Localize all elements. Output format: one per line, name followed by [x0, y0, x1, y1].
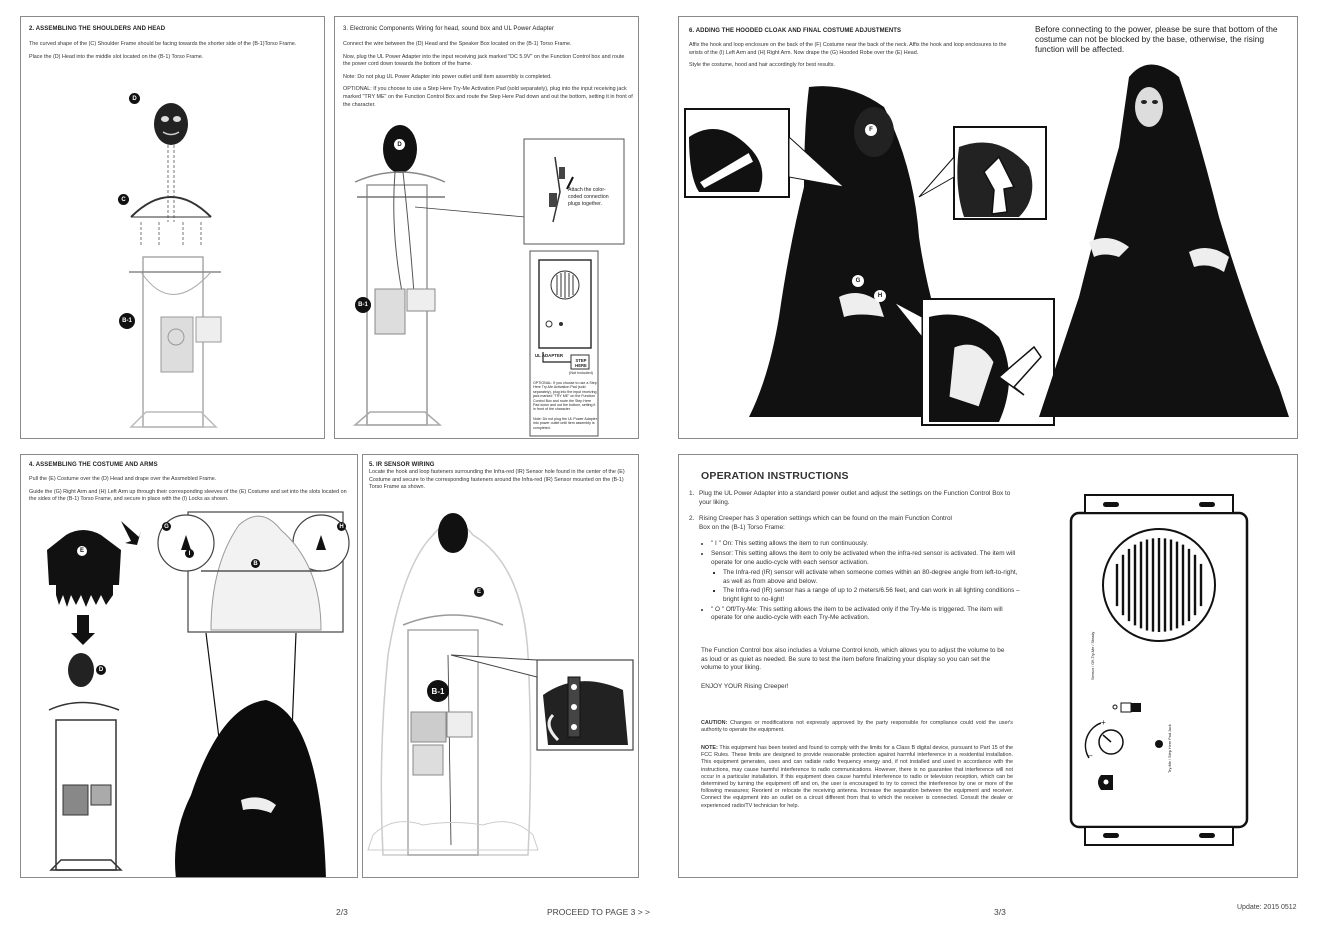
panel-operation-instructions	[678, 454, 1298, 878]
page-number-left: 2/3	[336, 907, 348, 917]
instruction-line: OPTIONAL: If you choose to use a Step Here Try-Me Activation Pad (sold separately), plug into the input receiving jack marked "TRY ME" on the Function Control Box and route the Step Here Pad down and out the bottom, setting it in front of the character.	[343, 86, 633, 108]
knob-minus: –	[1088, 751, 1093, 760]
volume-text: The Function Control box also includes a Volume Control knob, which allows you to adjust the volume to be as loud or as quiet as needed. Be sure to test the item before finalizing your display so you can set the volume to your liking.	[701, 647, 1005, 672]
operation-title: OPERATION INSTRUCTIONS	[701, 470, 849, 482]
part-label-g: G	[162, 522, 171, 531]
part-label-b1: B-1	[119, 313, 135, 329]
connect-plugs-callout: Attach the color-coded connection plugs together.	[568, 187, 609, 207]
panel-ir-sensor-wiring	[362, 454, 639, 878]
instruction-line: Place the (D) Head into the middle slot located on the (B-1) Torso Frame.	[29, 53, 204, 60]
step-2-text-b: Box on the (B-1) Torso Frame:	[699, 523, 785, 531]
setting-off-try-me: • " O " Off/Try-Me: This setting allows the item to be activated only if the Try-Me is triggered. The item will operate for one audio-cycle with each Try-Me activation.	[711, 606, 1021, 623]
part-label-b1: B-1	[355, 297, 371, 313]
step-1: 1. Plug the UL Power Adapter into a standard power outlet and adjust the settings on the Function Control Box to your liking.	[689, 490, 1021, 507]
instruction-line: Locate the hook and loop fasteners surrounding the Infra-red (IR) Sensor hole found in the center of the (E) Costume and secure to the corresponding fasteners around the Infra-red (IR) Sensor mounted on the (B-1) Torso Frame as shown.	[369, 469, 625, 491]
wiring-diagram	[335, 17, 639, 439]
part-label-e: E	[474, 587, 484, 597]
instruction-line: Note: Do not plug UL Power Adapter into power outlet until item assembly is completed.	[343, 73, 552, 80]
step-2: 2. Rising Creeper has 3 operation settings which can be found on the main Function Control Box on the (B-1) Torso Frame: • " I " On: This setting allows the item to run continuously. • Sensor: This setting allows the item to only be activated when the infra-red sensor is activated. The item will operate for one audio-cycle with each sensor activation. ▪ The Infra-red (IR) sensor will activate when someone comes within an 80-degree angle from left-to-right, as well as from above and below. ▪ The Infra-red (IR) sensor has a range of up to 2 meters/6.56 feet, and can work in all lighting conditions – bright light to no-light! • " O " Off/Try-Me: This setting allows the item to be activated only if the Try-Me is triggered. The item will operate for one audio-cycle with each Try-Me activation.	[689, 515, 1021, 624]
panel-electronic-wiring	[334, 16, 639, 439]
part-label-i: I	[185, 549, 194, 558]
fcc-note-text: NOTE: This equipment has been tested and found to comply with the limits for a Class B digital device, pursuant to Part 15 of the FCC Rules. These limits are designed to provide reasonable protection against harmful interference in a residential installation. This equipment generates, uses and can radiate radio frequency energy and, if not installed and used in accordance with the instructions, may cause harmful interference to radio communications. However, there is no guarantee that interference will not occur in a particular installation. If this equipment does cause harmful interference to radio or television reception, which can be determined by turning the equipment off and on, the user is encouraged to try to correct the interference by one or more of the following measures; Reorient or relocate the receiving antenna. Increase the separation between the equipment and receiver. Connect the equipment into an outlet on a circuit different from that to which the receiver is connected. Consult the dealer or experienced radio/TV technician for help.	[701, 745, 1013, 809]
part-label-b1: B-1	[427, 680, 449, 702]
part-label-e: E	[77, 546, 87, 556]
ir-sensor-diagram	[363, 455, 639, 878]
small-note: Note: Do not plug the UL Power Adapter into power outlet until item assembly is completed.	[533, 417, 597, 430]
part-label-h: H	[874, 290, 886, 302]
sensor-angle: ▪ The Infra-red (IR) sensor will activate when someone comes within an 80-degree angle from left-to-right, as well as from above and below.	[723, 569, 1021, 586]
instruction-line: Connect the wire between the (D) Head and the Speaker Box located on the (B-1) Torso Frame.	[343, 41, 572, 47]
panel-title: 6. ADDING THE HOODED CLOAK AND FINAL COSTUME ADJUSTMENTS	[689, 28, 902, 34]
part-label-d: D	[129, 93, 140, 104]
caution-label: CAUTION:	[701, 720, 728, 726]
setting-sensor: • Sensor: This setting allows the item to only be activated when the infra-red sensor is activated. The item will operate for one audio-cycle with each sensor activation. ▪ The Infra-red (IR) sensor will activate when someone comes within an 80-degree angle from left-to-right, as well as from above and below. ▪ The Infra-red (IR) sensor has a range of up to 2 meters/6.56 feet, and can work in all lighting conditions – bright light to no-light!	[711, 550, 1021, 605]
costume-arms-diagram	[21, 455, 358, 878]
panel-costume-arms	[20, 454, 358, 878]
instruction-line: The curved shape of the (C) Shoulder Frame should be facing towards the shorter side of the (B-1)Torso Frame.	[29, 41, 297, 47]
page-number-right: 3/3	[994, 907, 1006, 917]
adapter-label: UL ADAPTER	[535, 353, 564, 358]
caution-text: CAUTION: Changes or modifications not expressly approved by the party responsible for compliance could void the user's authority to operate the equipment.	[701, 720, 1013, 734]
switch-label: Sensor / Off-Try-Me / Steady	[1091, 631, 1095, 680]
part-label-g: G	[852, 275, 864, 287]
function-control-box-diagram	[679, 455, 1298, 878]
enjoy-text: ENJOY YOUR Rising Creeper!	[701, 683, 789, 690]
instruction-line: Pull the (E) Costume over the (D) Head and drape over the Assmebled Frame.	[29, 476, 217, 482]
instruction-line: Affix the hook and loop enclosure on the back of the (F) Costume near the back of the neck. Affix the hook and loop enclosures to the wrists of the (I) Left Arm and (H) Right Arm. Now drape the (G) Hooded Robe over the (E) Head.	[689, 42, 1007, 56]
step-here-label: STEP HERE	[575, 358, 587, 368]
panel-title: 5. IR SENSOR WIRING	[369, 462, 435, 468]
optional-note: OPTIONAL: If you choose to use a Step Here Try-Me Activation Pad (sold separately), plug into the input receiving jack marked "TRY ME" on the Function Control Box and route the Step Here Pad down and out the bottom, setting it in front of the character.	[533, 381, 597, 412]
note-label: NOTE:	[701, 745, 718, 751]
part-label-c: C	[118, 194, 129, 205]
knob-plus: +	[1101, 718, 1106, 727]
part-label-d: D	[96, 665, 106, 675]
part-label-b: B	[251, 559, 260, 568]
update-date: Update: 2015 0512	[1237, 904, 1297, 911]
cloak-illustration	[679, 17, 1298, 439]
part-label-h: H	[337, 522, 346, 531]
instruction-line: Guide the (G) Right Arm and (H) Left Arm up through their corresponding sleeves of the (E) Costume and set into the slots located on the sides of the (B-1) Torso Frame, and secure in place with the (I) Locks as shown.	[29, 488, 347, 503]
panel-title: 4. ASSEMBLING THE COSTUME AND ARMS	[29, 462, 158, 468]
sensor-range: ▪ The Infra-red (IR) sensor has a range of up to 2 meters/6.56 feet, and can work in all lighting conditions – bright light to no-light!	[723, 587, 1021, 604]
shoulder-head-diagram	[21, 17, 325, 439]
part-label-d: D	[394, 139, 405, 150]
panel-hooded-cloak	[678, 16, 1298, 439]
power-warning-note: Before connecting to the power, please be sure that bottom of the costume can not be blocked by the base, otherwise, the rising function will be affected.	[1035, 24, 1278, 54]
setting-on: • " I " On: This setting allows the item to run continuously.	[711, 540, 1021, 549]
instruction-line: Style the costume, hood and hair accordingly for best results.	[689, 62, 835, 69]
step-1-text: Plug the UL Power Adapter into a standard power outlet and adjust the settings on the Function Control Box to your liking.	[699, 490, 1011, 506]
panel-assembling-shoulders-head	[20, 16, 325, 439]
instruction-line: Now, plug the UL Power Adapter into the input receiving jack marked "DC 5.9V" on the Function Control box and route the power cord down towards the bottom of the frame.	[343, 53, 625, 68]
part-label-f: F	[865, 124, 877, 136]
panel-title: 2. ASSEMBLING THE SHOULDERS AND HEAD	[29, 26, 166, 32]
step-2-text-a: Rising Creeper has 3 operation settings which can be found on the main Function Control	[699, 515, 952, 523]
proceed-link[interactable]: PROCEED TO PAGE 3 > >	[547, 907, 650, 917]
not-included-label: (Not Included)	[569, 371, 593, 375]
panel-title: 3. Electronic Components Wiring for head, sound box and UL Power Adapter	[343, 26, 555, 32]
jack-label: Try-Me / Step Here Pad Jack	[1168, 724, 1172, 773]
